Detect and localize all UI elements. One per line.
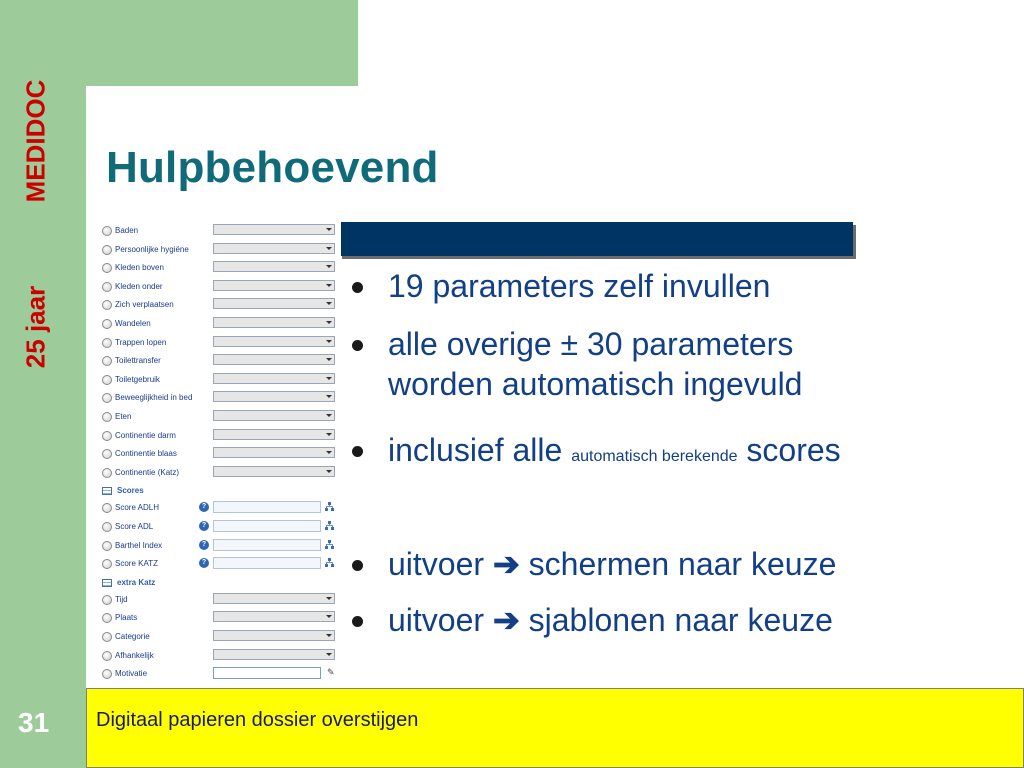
form-row	[98, 389, 341, 407]
form-row	[98, 278, 341, 296]
form-row	[98, 445, 341, 463]
radio-icon[interactable]	[102, 468, 112, 478]
dropdown-arrow-icon	[326, 377, 332, 380]
dropdown-arrow-icon	[326, 634, 332, 637]
dropdown-arrow-icon	[326, 414, 332, 417]
footer-text: Digitaal papieren dossier overstijgen	[96, 709, 419, 731]
dropdown-arrow-icon	[326, 395, 332, 398]
dropdown-arrow-icon	[326, 265, 332, 268]
dropdown-select[interactable]	[213, 611, 335, 622]
bullet-text: uitvoer ➔ sjablonen naar keuze	[388, 602, 833, 638]
form-row	[98, 628, 341, 646]
form-row	[98, 537, 341, 555]
form-field-label: Motivatie	[115, 669, 148, 679]
tree-icon[interactable]	[325, 502, 334, 511]
bullet-dot-icon	[352, 446, 363, 457]
arrow-right-icon: ➔	[492, 602, 520, 638]
score-field[interactable]	[213, 539, 321, 551]
score-field[interactable]	[213, 557, 321, 569]
radio-icon[interactable]	[102, 632, 112, 642]
radio-icon[interactable]	[102, 559, 112, 569]
form-field-label: Zich verplaatsen	[115, 300, 174, 310]
dropdown-arrow-icon	[326, 597, 332, 600]
dropdown-arrow-icon	[326, 358, 332, 361]
table-icon	[102, 487, 112, 495]
form-field-label: Continentie blaas	[115, 449, 177, 459]
form-screenshot	[98, 221, 341, 684]
form-row	[98, 665, 341, 683]
bullet-dot-icon	[352, 282, 363, 293]
bullet-text: alle overige ± 30 parameters worden automatisch ingevuld	[388, 326, 803, 402]
form-field-label: Wandelen	[115, 319, 151, 328]
radio-icon[interactable]	[102, 431, 112, 441]
dropdown-arrow-icon	[326, 284, 332, 287]
dropdown-select[interactable]	[213, 243, 335, 254]
bullet-dot-icon	[352, 340, 363, 351]
slide-title: Hulpbehoevend	[106, 143, 439, 192]
dropdown-select[interactable]	[213, 649, 335, 660]
form-field-label: Plaats	[115, 613, 138, 623]
form-field-label: Continentie (Katz)	[115, 467, 180, 477]
dropdown-select[interactable]	[213, 373, 335, 384]
radio-icon[interactable]	[102, 522, 112, 532]
dropdown-arrow-icon	[326, 470, 332, 473]
form-row	[98, 296, 341, 314]
dropdown-arrow-icon	[326, 653, 332, 656]
form-row	[98, 371, 341, 389]
help-icon[interactable]: ?	[199, 521, 209, 531]
radio-icon[interactable]	[102, 651, 112, 661]
section-title: extra Katz	[117, 577, 156, 587]
dropdown-arrow-icon	[326, 302, 332, 305]
form-row	[98, 591, 341, 609]
form-field-label: Persoonlijke hygiëne	[115, 244, 189, 254]
bullet-text: uitvoer ➔ schermen naar keuze	[388, 546, 837, 582]
form-field-label: Barthel Index	[115, 540, 163, 550]
title-underline-bar	[339, 222, 853, 256]
section-title: Scores	[117, 486, 144, 496]
bullet-dot-icon	[352, 560, 363, 571]
form-row	[98, 499, 341, 517]
form-row	[98, 427, 341, 445]
help-icon[interactable]: ?	[199, 558, 209, 568]
dropdown-select[interactable]	[213, 317, 335, 328]
dropdown-select[interactable]	[213, 391, 335, 402]
dropdown-select[interactable]	[213, 298, 335, 309]
form-field-label: Kleden boven	[115, 263, 164, 273]
radio-icon[interactable]	[102, 356, 112, 366]
form-field-label: Afhankelijk	[115, 650, 154, 660]
form-field-label: Eten	[115, 412, 132, 421]
radio-icon[interactable]	[102, 613, 112, 623]
form-row	[98, 352, 341, 370]
years-label: 25 jaar	[20, 285, 51, 369]
form-row	[98, 334, 341, 352]
dropdown-select[interactable]	[213, 354, 335, 365]
form-field-label: Toiletgebruik	[115, 374, 160, 384]
footer-banner	[86, 688, 1024, 768]
form-row	[98, 315, 341, 333]
dropdown-arrow-icon	[326, 615, 332, 618]
form-field-label: Toilettransfer	[115, 356, 161, 366]
dropdown-arrow-icon	[326, 247, 332, 250]
dropdown-select[interactable]	[213, 261, 335, 272]
form-row	[98, 259, 341, 277]
radio-icon[interactable]	[102, 503, 112, 513]
radio-icon[interactable]	[102, 669, 112, 679]
dropdown-arrow-icon	[326, 321, 332, 324]
form-row	[98, 222, 341, 240]
radio-icon[interactable]	[102, 595, 112, 605]
pencil-icon[interactable]: ✎	[327, 667, 335, 678]
dropdown-select[interactable]	[213, 630, 335, 641]
radio-icon[interactable]	[102, 245, 112, 255]
form-field-label: Beweeglijkheid in bed	[115, 393, 193, 403]
dropdown-select[interactable]	[213, 447, 335, 458]
dropdown-arrow-icon	[326, 451, 332, 454]
dropdown-arrow-icon	[326, 340, 332, 343]
help-icon[interactable]: ?	[199, 502, 209, 512]
form-row	[98, 408, 341, 426]
form-field-label: Score ADL	[115, 522, 154, 531]
form-field-label: Score ADLH	[115, 503, 160, 513]
form-field-label: Trappen lopen	[115, 337, 167, 347]
form-field-label: Kleden onder	[115, 281, 163, 291]
radio-icon[interactable]	[102, 375, 112, 385]
dropdown-select[interactable]	[213, 224, 335, 235]
motivatie-input[interactable]	[213, 667, 321, 679]
tree-icon[interactable]	[325, 558, 334, 567]
dropdown-select[interactable]	[213, 429, 335, 440]
form-field-label: Categorie	[115, 632, 150, 641]
radio-icon[interactable]	[102, 393, 112, 403]
form-section-header[interactable]	[98, 483, 341, 499]
dropdown-select[interactable]	[213, 466, 335, 477]
form-row	[98, 647, 341, 665]
dropdown-select[interactable]	[213, 280, 335, 291]
form-field-label: Baden	[115, 226, 139, 235]
form-row	[98, 464, 341, 482]
form-row	[98, 555, 341, 573]
dropdown-select[interactable]	[213, 593, 335, 604]
form-field-label: Tijd	[115, 594, 128, 604]
dropdown-arrow-icon	[326, 433, 332, 436]
tree-icon[interactable]	[325, 540, 334, 549]
radio-icon[interactable]	[102, 282, 112, 292]
form-field-label: Continentie darm	[115, 430, 176, 440]
radio-icon[interactable]	[102, 263, 112, 273]
dropdown-arrow-icon	[326, 228, 332, 231]
bullet-text: inclusief alle automatisch berekende scores	[388, 432, 841, 468]
form-row	[98, 518, 341, 536]
score-field[interactable]	[213, 520, 321, 532]
form-row	[98, 241, 341, 259]
form-section-header[interactable]	[98, 575, 341, 591]
radio-icon[interactable]	[102, 300, 112, 310]
radio-icon[interactable]	[102, 319, 112, 329]
radio-icon[interactable]	[102, 412, 112, 422]
dropdown-select[interactable]	[213, 410, 335, 421]
dropdown-select[interactable]	[213, 336, 335, 347]
table-icon	[102, 579, 112, 587]
brand-label: MEDIDOC	[20, 79, 51, 203]
radio-icon[interactable]	[102, 541, 112, 551]
radio-icon[interactable]	[102, 226, 112, 236]
score-field[interactable]	[213, 501, 321, 513]
form-field-label: Score KATZ	[115, 559, 158, 569]
tree-icon[interactable]	[325, 521, 334, 530]
help-icon[interactable]: ?	[199, 540, 209, 550]
bullet-dot-icon	[352, 616, 363, 627]
form-row	[98, 609, 341, 627]
bullet-text: 19 parameters zelf invullen	[388, 268, 771, 304]
radio-icon[interactable]	[102, 449, 112, 459]
arrow-right-icon: ➔	[492, 546, 520, 582]
page-number: 31	[18, 707, 50, 738]
radio-icon[interactable]	[102, 338, 112, 348]
